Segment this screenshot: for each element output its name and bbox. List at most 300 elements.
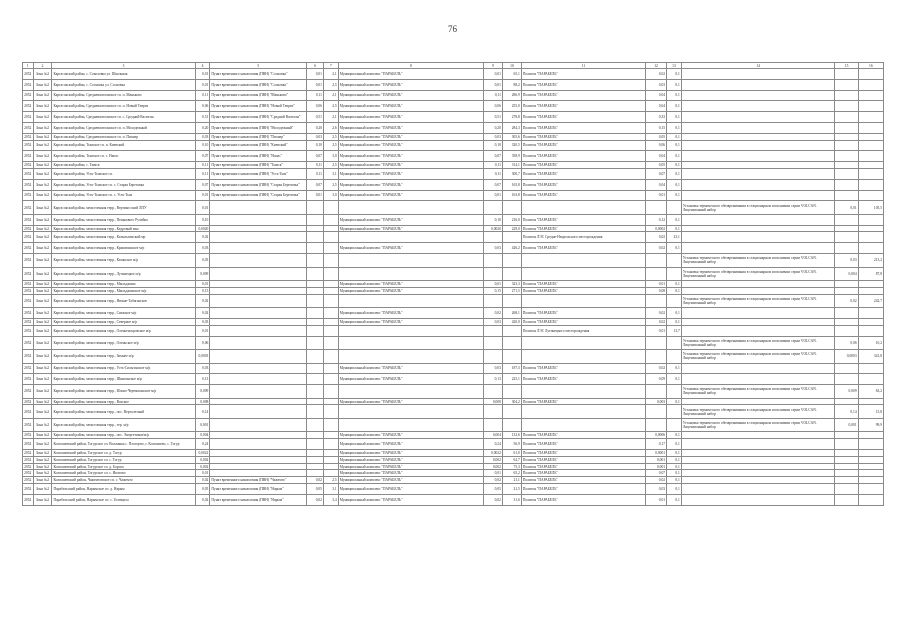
cell-c12: 0,17 <box>646 439 667 450</box>
cell-proc: Пункт временного накопления (ПВН) "Усть-Тым" <box>210 168 307 179</box>
cell-c10: 314,1 <box>502 162 521 169</box>
cell-c10 <box>502 385 521 399</box>
cell-c9: 0,13 <box>483 374 502 385</box>
cell-c10: 187,3 <box>502 363 521 374</box>
cell-c12: 0,03 <box>646 79 667 90</box>
cell-c12: 0,04 <box>646 151 667 162</box>
cell-c15: 0,03 <box>835 254 858 268</box>
cell-id: 2052 <box>24 134 32 139</box>
cell-cap: 0,07 <box>195 179 210 190</box>
column-number-2: 2 <box>33 63 52 69</box>
cell-c6: 0,11 <box>307 168 324 179</box>
cell-equip <box>681 494 835 505</box>
cell-c13: 0,1 <box>667 101 682 112</box>
table-row <box>23 456 884 463</box>
cell-cap: 0,0003 <box>195 350 210 364</box>
cell-oper: Муниципальный комплекс "ПАРАБЕЛЬ" <box>338 151 483 162</box>
cell-zone: Зона №2 <box>33 254 52 268</box>
cell-c15 <box>835 287 858 294</box>
cell-c7: 2,6 <box>323 122 338 133</box>
cell-c15 <box>835 101 858 112</box>
cell-c7: 2,1 <box>323 90 338 101</box>
cell-c15 <box>835 79 858 90</box>
table-row <box>23 450 884 457</box>
cell-dest: Полигон "ПАРАБЕЛЬ" <box>521 101 645 112</box>
table-row <box>23 494 884 505</box>
cell-c12: 0,04 <box>646 90 667 101</box>
cell-c9 <box>483 267 502 281</box>
cell-c6 <box>307 254 324 268</box>
cell-c13 <box>667 336 682 350</box>
cell-c6: 0,10 <box>307 140 324 151</box>
table-row <box>23 336 884 350</box>
cell-c13: 0,1 <box>667 363 682 374</box>
cell-zone: Зона №2 <box>33 363 52 374</box>
cell-c16 <box>858 168 883 179</box>
cell-oper <box>338 350 483 364</box>
cell-c6 <box>307 418 324 432</box>
cell-dest <box>521 294 645 308</box>
cell-zone: Зона №2 <box>33 463 52 470</box>
cell-equip <box>681 140 835 151</box>
cell-cap: 0,001 <box>195 418 210 432</box>
cell-cap: 0,02 <box>195 294 210 308</box>
cell-id: 2052 <box>24 226 32 231</box>
cell-cap: 0,03 <box>195 133 210 140</box>
cell-c12: 0,07 <box>646 168 667 179</box>
cell-c9: 0,11 <box>483 162 502 169</box>
cell-dest: Полигон "ПАРАБЕЛЬ" <box>521 484 645 495</box>
cell-c16 <box>858 456 883 463</box>
cell-c7 <box>323 405 338 419</box>
cell-c13: 0,1 <box>667 168 682 179</box>
cell-c7: 2,5 <box>323 477 338 484</box>
cell-c16 <box>858 484 883 495</box>
cell-oper <box>338 405 483 419</box>
cell-zone: Зона №2 <box>33 140 52 151</box>
cell-c7 <box>323 214 338 225</box>
cell-c16: 242,7 <box>858 294 883 308</box>
cell-zone: Зона №2 <box>33 267 52 281</box>
cell-c9: 0,03 <box>483 363 502 374</box>
cell-equip <box>681 363 835 374</box>
cell-c6: 0,01 <box>307 69 324 80</box>
cell-c7: 2,1 <box>323 112 338 123</box>
cell-c16 <box>858 69 883 80</box>
cell-c12: 0,02 <box>646 243 667 254</box>
table-row <box>23 243 884 254</box>
cell-c12: 0,01 <box>646 281 667 288</box>
cell-c10: 65,1 <box>502 69 521 80</box>
cell-c13: 0,1 <box>667 243 682 254</box>
cell-district: Парабельский район, Нарымское сп. с. Голещиха <box>52 494 195 505</box>
cell-proc <box>210 318 307 325</box>
cell-c13: 0,1 <box>667 79 682 90</box>
cell-dest: Полигон "ПАРАБЕЛЬ" <box>521 190 645 201</box>
cell-oper: Муниципальный комплекс "ПАРАБЕЛЬ" <box>338 287 483 294</box>
cell-cap: 0,002 <box>195 463 210 470</box>
cell-c15 <box>835 456 858 463</box>
cell-proc <box>210 267 307 281</box>
cell-oper <box>338 385 483 399</box>
cell-c9: 0,002 <box>483 456 502 463</box>
cell-c6 <box>307 463 324 470</box>
cell-c13: 0,1 <box>667 179 682 190</box>
cell-proc: Пункт временного накопления (ПВН) "Сосновка" <box>210 79 307 90</box>
cell-id: 2052 <box>23 101 34 112</box>
cell-c13: 0,1 <box>667 318 682 325</box>
cell-c6 <box>307 385 324 399</box>
cell-id: 2052 <box>23 418 34 432</box>
cell-c15 <box>835 69 858 80</box>
cell-c15 <box>835 439 858 450</box>
cell-cap: 0,01 <box>195 79 210 90</box>
cell-equip <box>681 456 835 463</box>
cell-dest: Полигон "ПАРАБЕЛЬ" <box>521 151 645 162</box>
cell-id: 2052 <box>23 112 34 123</box>
cell-id: 2052 <box>24 464 32 469</box>
cell-c16 <box>858 477 883 484</box>
cell-zone: Зона №2 <box>33 281 52 288</box>
cell-cap: 0,13 <box>195 374 210 385</box>
cell-oper: Муниципальный комплекс "ПАРАБЕЛЬ" <box>338 318 483 325</box>
cell-zone: Зона №2 <box>33 151 52 162</box>
cell-zone: Зона №2 <box>33 214 52 225</box>
cell-id: 2052 <box>24 478 32 483</box>
cell-dest: Полигон ЛЭС Лугинецкого месторождения <box>521 325 645 336</box>
cell-c9 <box>483 325 502 336</box>
cell-equip: Установка термического обезвреживания в стационарном исполнении серии VOLCAN. Лицензионный набор <box>681 418 835 432</box>
cell-proc: Пункт временного накопления (ПВН) "Киевский" <box>210 140 307 151</box>
column-number-6: 6 <box>307 63 324 69</box>
cell-oper: Муниципальный комплекс "ПАРАБЕЛЬ" <box>338 168 483 179</box>
cell-c7: 3,1 <box>323 168 338 179</box>
cell-c16: 341,8 <box>858 350 883 364</box>
table-row <box>23 225 884 232</box>
cell-proc <box>210 201 307 215</box>
cell-c9 <box>483 336 502 350</box>
cell-equip <box>681 232 835 243</box>
cell-c6: 0,06 <box>307 101 324 112</box>
table-row <box>23 232 884 243</box>
cell-c16 <box>858 318 883 325</box>
cell-proc <box>210 336 307 350</box>
cell-c15 <box>835 162 858 169</box>
cell-c6 <box>307 243 324 254</box>
cell-c7: 2,5 <box>323 162 338 169</box>
cell-c13: 0,1 <box>667 398 682 405</box>
cell-cap: 0,008 <box>195 398 210 405</box>
cell-id: 2052 <box>23 325 34 336</box>
table-row <box>23 398 884 405</box>
cell-c16: 10,2 <box>858 336 883 350</box>
cell-id: 2052 <box>23 214 34 225</box>
cell-c9: 0,05 <box>483 484 502 495</box>
cell-zone: Зона №2 <box>33 432 52 439</box>
cell-c7 <box>323 350 338 364</box>
cell-c13: 0,1 <box>667 439 682 450</box>
cell-id: 2052 <box>23 79 34 90</box>
cell-equip <box>681 133 835 140</box>
cell-district: Каргасокский район, межселенная терр., пос. Энергетиков/м/р <box>52 432 195 439</box>
column-number-9: 9 <box>483 63 502 69</box>
cell-c13: 0,1 <box>667 494 682 505</box>
cell-oper <box>338 267 483 281</box>
cell-dest: Полигон "ПАРАБЕЛЬ" <box>521 122 645 133</box>
cell-cap: 0,10 <box>195 140 210 151</box>
cell-c9: 0,06 <box>483 101 502 112</box>
cell-c6 <box>307 439 324 450</box>
cell-id: 2052 <box>24 399 32 404</box>
cell-proc <box>210 450 307 457</box>
cell-c6 <box>307 294 324 308</box>
cell-oper <box>338 294 483 308</box>
cell-district: Каргасокский район, межселенная терр., Казанское м/р <box>52 254 195 268</box>
cell-proc: Пункт временного накопления (ПВН) "Новый Тевриз" <box>210 101 307 112</box>
cell-c10: 305,6 <box>502 133 521 140</box>
table-row <box>23 470 884 477</box>
cell-c12 <box>646 385 667 399</box>
table-row <box>23 267 884 281</box>
cell-proc: Пункт временного накопления (ПВН) "Пионер" <box>210 133 307 140</box>
cell-c15 <box>835 232 858 243</box>
cell-c12: 0,33 <box>646 112 667 123</box>
table-row <box>23 477 884 484</box>
cell-proc <box>210 456 307 463</box>
cell-c10: 163,8 <box>502 190 521 201</box>
cell-id: 2052 <box>23 374 34 385</box>
table-row <box>23 69 884 80</box>
cell-c10: 31,6 <box>502 494 521 505</box>
cell-c15 <box>835 308 858 319</box>
cell-proc: Пункт временного накопления (ПВН) "Сосновка" <box>210 69 307 80</box>
cell-c13: 0,1 <box>667 484 682 495</box>
cell-oper: Муниципальный комплекс "ПАРАБЕЛЬ" <box>338 190 483 201</box>
table-row <box>23 294 884 308</box>
cell-c12 <box>646 267 667 281</box>
cell-c12: 0,02 <box>646 232 667 243</box>
cell-c9 <box>483 201 502 215</box>
column-number-5: 5 <box>210 63 307 69</box>
table-row <box>23 168 884 179</box>
column-number-15: 15 <box>835 63 858 69</box>
cell-c12: 0,01 <box>646 325 667 336</box>
cell-id: 2052 <box>23 405 34 419</box>
cell-oper <box>338 325 483 336</box>
cell-c7 <box>323 398 338 405</box>
cell-c6: 0,03 <box>307 133 324 140</box>
cell-district: Колпашевский район, Тогурское сп. с. Ипатово <box>52 470 195 477</box>
cell-c16 <box>858 179 883 190</box>
cell-proc: Пункт временного накопления (ПВН) "Средний Васюган" <box>210 112 307 123</box>
cell-id: 2052 <box>24 319 32 324</box>
cell-c6: 0,05 <box>307 484 324 495</box>
cell-proc: Пункт временного накопления (ПВН) "Молодежный" <box>210 122 307 133</box>
cell-zone: Зона №2 <box>33 477 52 484</box>
cell-cap: 0,06 <box>195 101 210 112</box>
cell-zone: Зона №2 <box>33 294 52 308</box>
cell-id: 2052 <box>24 450 32 455</box>
cell-c10: 271,5 <box>502 287 521 294</box>
cell-proc <box>210 294 307 308</box>
cell-c7 <box>323 308 338 319</box>
cell-c7 <box>323 463 338 470</box>
cell-cap: 0,01 <box>195 325 210 336</box>
cell-c12: 0,06 <box>646 140 667 151</box>
cell-c10: 21,1 <box>502 477 521 484</box>
cell-c13: 0,1 <box>667 162 682 169</box>
cell-c7 <box>323 374 338 385</box>
cell-c10: 358,9 <box>502 151 521 162</box>
table-row <box>23 122 884 133</box>
cell-district: Каргасокский район, межселенная терр., тер. м/р <box>52 418 195 432</box>
cell-proc: Пункт временного накопления (ПВН) "Старая Березовка" <box>210 190 307 201</box>
cell-c16 <box>858 281 883 288</box>
column-number-3: 3 <box>52 63 195 69</box>
table-row <box>23 79 884 90</box>
cell-id: 2052 <box>23 336 34 350</box>
cell-district: Каргасокский район, межселенная терр., Вертикосский ЛПУ <box>52 201 195 215</box>
cell-cap: 0,02 <box>195 494 210 505</box>
cell-oper <box>338 232 483 243</box>
cell-c15 <box>835 374 858 385</box>
cell-c6 <box>307 232 324 243</box>
cell-dest <box>521 254 645 268</box>
cell-zone: Зона №2 <box>33 243 52 254</box>
cell-c6 <box>307 456 324 463</box>
cell-c9 <box>483 232 502 243</box>
cell-id: 2052 <box>23 439 34 450</box>
cell-c15: 0,02 <box>835 294 858 308</box>
cell-c9: 0,0022 <box>483 450 502 457</box>
cell-id: 2052 <box>23 294 34 308</box>
cell-id: 2052 <box>23 385 34 399</box>
cell-oper: Муниципальный комплекс "ПАРАБЕЛЬ" <box>338 69 483 80</box>
cell-dest: Полигон "ПАРАБЕЛЬ" <box>521 308 645 319</box>
cell-c7: 2,5 <box>323 79 338 90</box>
cell-c15 <box>835 214 858 225</box>
cell-equip: Установка термического обезвреживания в стационарном исполнении серии VOLCAN. Лицензионный набор <box>681 405 835 419</box>
cell-zone: Зона №2 <box>33 318 52 325</box>
cell-cap: 0,20 <box>195 122 210 133</box>
cell-district: Каргасокский район, Тымское сп. с. Напас <box>52 151 195 162</box>
cell-cap: 0,11 <box>195 168 210 179</box>
table-row <box>23 140 884 151</box>
cell-c9 <box>483 418 502 432</box>
table-row <box>23 287 884 294</box>
cell-c9: 0,02 <box>483 494 502 505</box>
cell-dest: Полигон "ПАРАБЕЛЬ" <box>521 162 645 169</box>
cell-c16 <box>858 398 883 405</box>
cell-equip <box>681 463 835 470</box>
cell-c7 <box>323 336 338 350</box>
cell-c16: 105,5 <box>858 201 883 215</box>
cell-c6 <box>307 201 324 215</box>
cell-equip: Установка термического обезвреживания в стационарном исполнении серии VOLCAN. Лицензионный набор <box>681 336 835 350</box>
cell-equip <box>681 398 835 405</box>
table-row <box>23 325 884 336</box>
cell-dest <box>521 201 645 215</box>
cell-id: 2052 <box>23 363 34 374</box>
cell-c13 <box>667 201 682 215</box>
cell-proc <box>210 418 307 432</box>
cell-proc: Пункт временного накопления (ПВН) "Маньково" <box>210 90 307 101</box>
cell-c6: 0,20 <box>307 122 324 133</box>
cell-c15 <box>835 281 858 288</box>
cell-c16 <box>858 133 883 140</box>
cell-district: Каргасокский район, межселенная терр., Лугинецкое м/р <box>52 267 195 281</box>
cell-c12: 0,001 <box>646 456 667 463</box>
cell-c6 <box>307 281 324 288</box>
cell-c13: 0,1 <box>667 190 682 201</box>
cell-district: Колпашевский район, Тогурское сп. д. Тогур <box>52 450 195 457</box>
cell-c13: 0,1 <box>667 90 682 101</box>
cell-c6 <box>307 374 324 385</box>
cell-equip: Установка термического обезвреживания в стационарном исполнении серии VOLCAN. Лицензионный набор <box>681 254 835 268</box>
cell-proc <box>210 225 307 232</box>
cell-equip <box>681 214 835 225</box>
cell-c15 <box>835 325 858 336</box>
cell-c15 <box>835 112 858 123</box>
cell-c10: 75,3 <box>502 463 521 470</box>
cell-cap: 0,03 <box>195 254 210 268</box>
cell-c9: 0,0020 <box>483 225 502 232</box>
cell-c10: 320,5 <box>502 140 521 151</box>
cell-c7 <box>323 294 338 308</box>
cell-c12: 0,09 <box>646 374 667 385</box>
page-number: 76 <box>448 24 457 34</box>
cell-cap: 0,009 <box>195 385 210 399</box>
cell-c7 <box>323 363 338 374</box>
cell-c7 <box>323 325 338 336</box>
cell-district: Каргасокский район, Усть-Тымское сп. <box>52 168 195 179</box>
cell-c12: 0,03 <box>646 484 667 495</box>
cell-dest <box>521 405 645 419</box>
cell-c7 <box>323 470 338 477</box>
cell-equip <box>681 281 835 288</box>
cell-c9: 0,008 <box>483 398 502 405</box>
table-row <box>23 418 884 432</box>
cell-district: Каргасокский район, Средневасюганское сп. п. Пионер <box>52 133 195 140</box>
cell-equip: Установка термического обезвреживания в стационарном исполнении серии VOLCAN. Лицензионный набор <box>681 350 835 364</box>
cell-cap: 0,01 <box>195 201 210 215</box>
cell-c10 <box>502 325 521 336</box>
cell-c13: 0,1 <box>667 151 682 162</box>
cell-c10 <box>502 418 521 432</box>
cell-dest: Полигон "ПАРАБЕЛЬ" <box>521 477 645 484</box>
cell-c13: 0,1 <box>667 456 682 463</box>
cell-c7 <box>323 267 338 281</box>
cell-c12: 0,07 <box>646 470 667 477</box>
cell-c12: 0,0002 <box>646 225 667 232</box>
cell-dest: Полигон "ПАРАБЕЛЬ" <box>521 79 645 90</box>
cell-id: 2052 <box>24 433 32 438</box>
cell-cap: 0,0022 <box>195 450 210 457</box>
cell-c7: 3,4 <box>323 494 338 505</box>
cell-c9: 0,03 <box>483 318 502 325</box>
column-number-7: 7 <box>323 63 338 69</box>
cell-oper: Муниципальный комплекс "ПАРАБЕЛЬ" <box>338 456 483 463</box>
cell-proc <box>210 287 307 294</box>
cell-c16 <box>858 79 883 90</box>
cell-c16 <box>858 190 883 201</box>
cell-c9: 0,11 <box>483 168 502 179</box>
cell-c15 <box>835 318 858 325</box>
cell-c7: 2,5 <box>323 179 338 190</box>
cell-proc <box>210 281 307 288</box>
cell-c16 <box>858 214 883 225</box>
cell-cap: 0,24 <box>195 439 210 450</box>
